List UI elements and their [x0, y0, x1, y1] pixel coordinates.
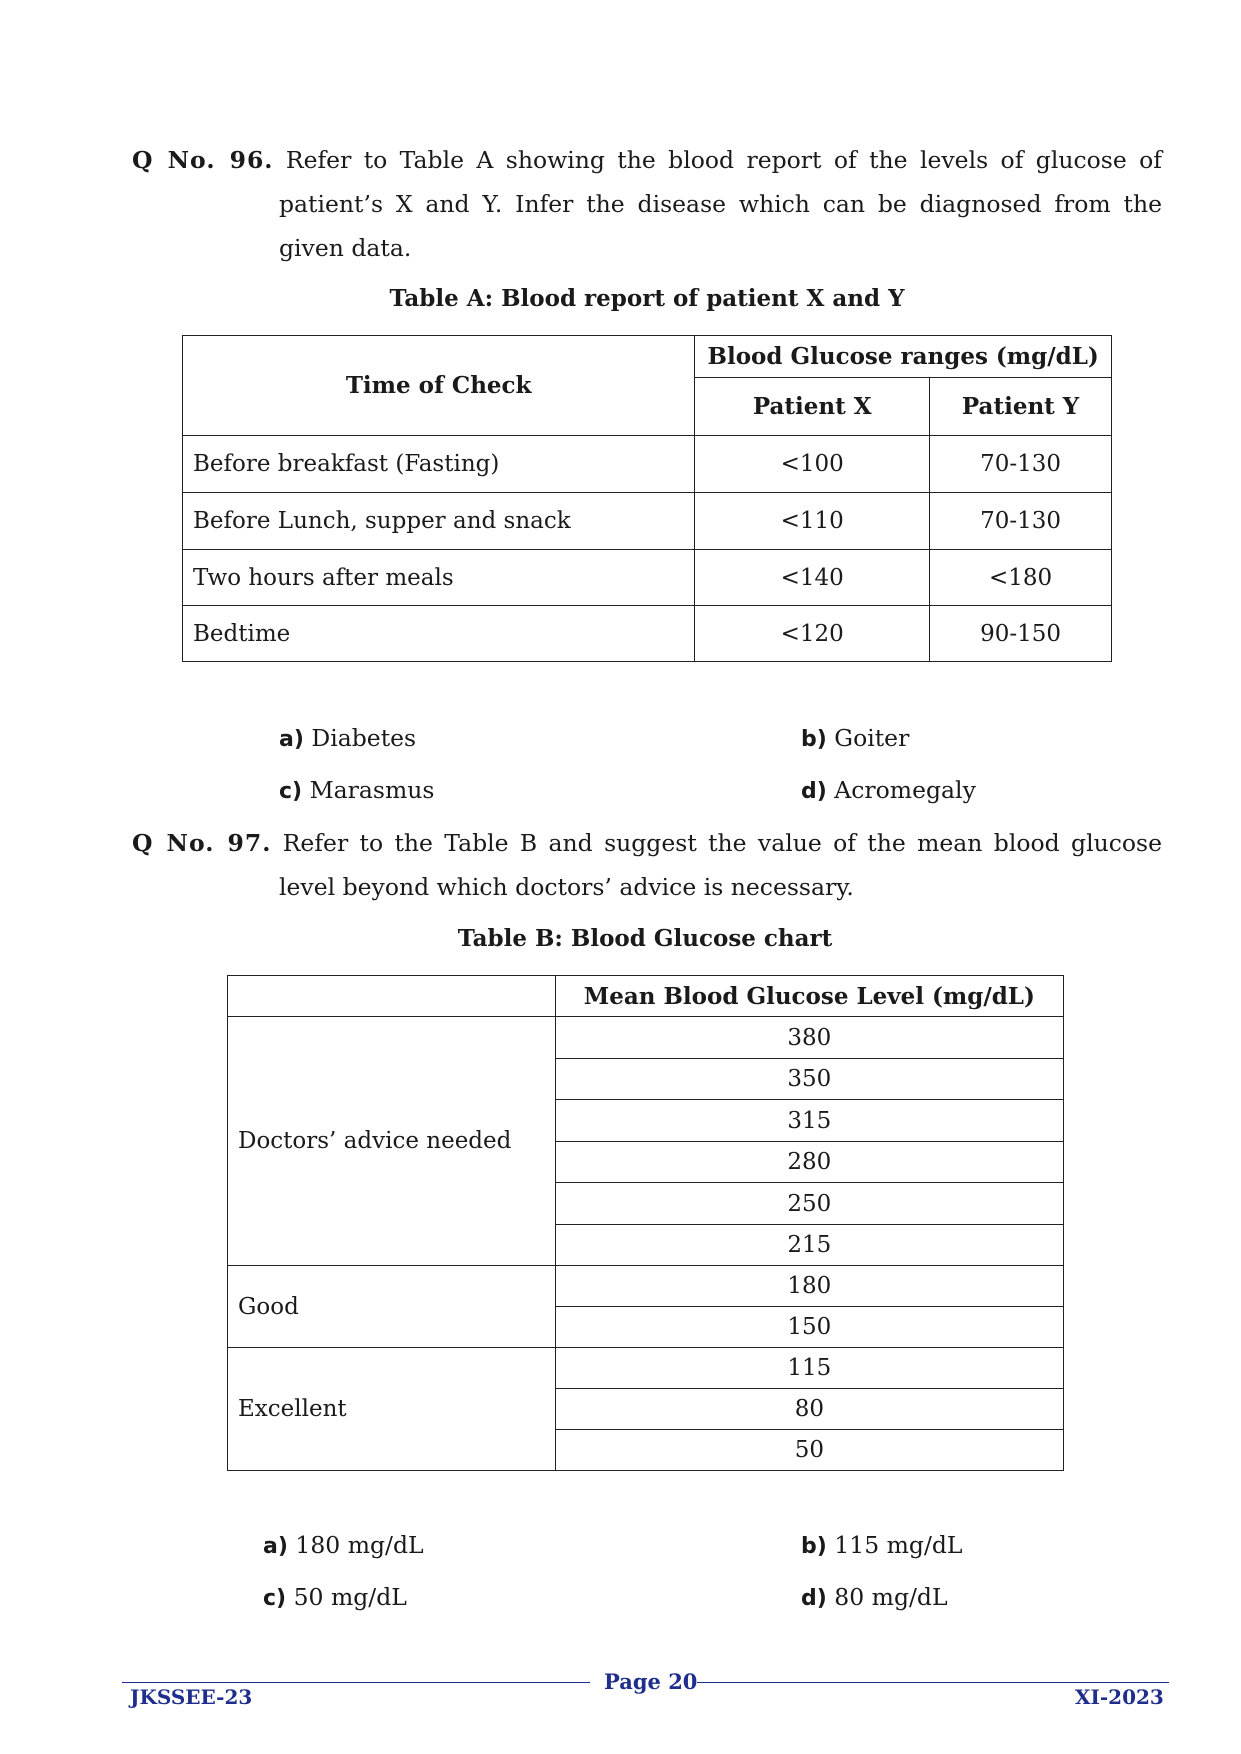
table-b	[227, 975, 1064, 1471]
q96-option-a[interactable]	[279, 723, 416, 755]
q96-option-a-text: Diabetes	[311, 724, 417, 752]
table-a-header-patient-y: Patient Y	[930, 378, 1112, 436]
table-b-value: 280	[555, 1142, 1063, 1183]
table-a-cell-time: Two hours after meals	[183, 550, 695, 606]
footer-rule-left	[122, 1682, 590, 1683]
q97-option-c[interactable]	[263, 1582, 407, 1614]
q97-option-b-text: 115 mg/dL	[834, 1531, 963, 1559]
table-b-group-label: Doctors’ advice needed	[228, 1017, 556, 1266]
table-row	[228, 1017, 1064, 1059]
question-96-number: Q No. 96.	[132, 146, 274, 174]
table-a-header-patient-x: Patient X	[695, 378, 930, 436]
table-b-value: 180	[555, 1266, 1063, 1307]
q96-option-d[interactable]	[801, 775, 976, 807]
table-a-cell-y: 70-130	[930, 493, 1112, 550]
question-97-line2: level beyond which doctors’ advice is necessary.	[279, 873, 854, 901]
table-a-cell-y: 70-130	[930, 436, 1112, 493]
table-b-value: 350	[555, 1059, 1063, 1100]
q96-option-c[interactable]	[279, 775, 434, 807]
q97-option-c-label: c)	[263, 1586, 287, 1611]
table-a-cell-y: 90-150	[930, 606, 1112, 662]
table-b-value: 80	[555, 1389, 1063, 1430]
q96-option-c-text: Marasmus	[309, 776, 435, 804]
q97-option-d-label: d)	[801, 1586, 827, 1611]
table-row	[183, 436, 1112, 493]
q96-option-d-text: Acromegaly	[834, 776, 976, 804]
q96-option-d-label: d)	[801, 779, 827, 804]
table-a-header-group: Blood Glucose ranges (mg/dL)	[695, 336, 1112, 378]
q97-option-a[interactable]	[263, 1530, 424, 1562]
table-a-cell-time: Bedtime	[183, 606, 695, 662]
q96-option-b-text: Goiter	[834, 724, 910, 752]
q96-option-b-label: b)	[801, 727, 827, 752]
table-b-value: 215	[555, 1225, 1063, 1266]
question-97-number: Q No. 97.	[132, 829, 272, 857]
q96-option-a-label: a)	[279, 727, 304, 752]
table-a-cell-x: <120	[695, 606, 930, 662]
table-a-header-time: Time of Check	[183, 336, 695, 436]
question-97-line1: Refer to the Table B and suggest the value of the mean blood glucose	[282, 829, 1162, 857]
table-b-value: 315	[555, 1100, 1063, 1142]
footer-left: JKSSEE-23	[130, 1685, 253, 1709]
footer-page-number: Page 20	[604, 1669, 698, 1694]
question-97-text	[132, 821, 1162, 865]
table-b-value: 115	[555, 1348, 1063, 1389]
footer-right: XI-2023	[1075, 1685, 1164, 1709]
table-a-cell-time: Before Lunch, supper and snack	[183, 493, 695, 550]
table-row	[228, 1266, 1064, 1307]
table-a	[182, 335, 1112, 662]
table-a-cell-x: <140	[695, 550, 930, 606]
q96-option-c-label: c)	[279, 779, 303, 804]
table-b-group-label: Good	[228, 1266, 556, 1348]
table-a-caption: Table A: Blood report of patient X and Y	[389, 285, 905, 312]
question-96-line2: patient’s X and Y. Infer the disease which can be diagnosed from the	[279, 190, 1162, 218]
table-row	[183, 493, 1112, 550]
table-a-cell-x: <110	[695, 493, 930, 550]
table-b-header-level: Mean Blood Glucose Level (mg/dL)	[555, 976, 1063, 1017]
q97-option-d[interactable]	[801, 1582, 948, 1614]
table-row	[183, 606, 1112, 662]
table-b-header-blank	[228, 976, 556, 1017]
q97-option-a-text: 180 mg/dL	[295, 1531, 424, 1559]
table-a-cell-y: <180	[930, 550, 1112, 606]
table-b-caption: Table B: Blood Glucose chart	[457, 925, 833, 952]
footer-rule-right	[697, 1682, 1169, 1683]
q97-option-c-text: 50 mg/dL	[293, 1583, 407, 1611]
table-b-value: 150	[555, 1307, 1063, 1348]
q97-option-b-label: b)	[801, 1534, 827, 1559]
table-a-cell-x: <100	[695, 436, 930, 493]
question-96-line3: given data.	[279, 234, 412, 262]
table-row	[183, 550, 1112, 606]
question-96-line1: Refer to Table A showing the blood report of the levels of glucose of	[285, 146, 1162, 174]
table-a-cell-time: Before breakfast (Fasting)	[183, 436, 695, 493]
table-b-value: 50	[555, 1430, 1063, 1471]
table-b-group-label: Excellent	[228, 1348, 556, 1471]
q96-option-b[interactable]	[801, 723, 909, 755]
table-b-value: 380	[555, 1017, 1063, 1059]
question-96-text	[132, 138, 1162, 182]
q97-option-b[interactable]	[801, 1530, 963, 1562]
q97-option-a-label: a)	[263, 1534, 288, 1559]
table-row	[228, 1348, 1064, 1389]
table-b-value: 250	[555, 1183, 1063, 1225]
q97-option-d-text: 80 mg/dL	[834, 1583, 948, 1611]
